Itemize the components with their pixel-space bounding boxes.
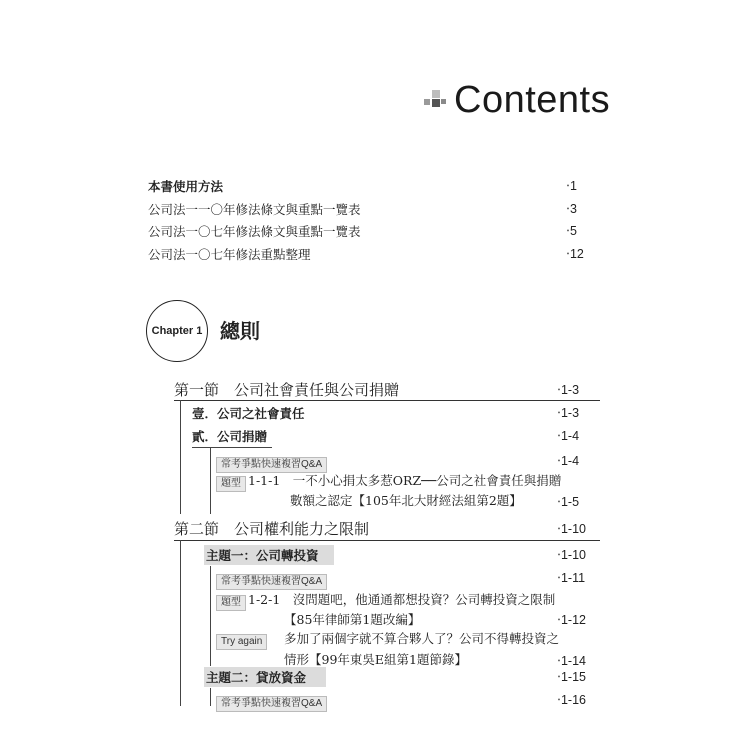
toc-item-label: 公司法一一〇年修法條文與重點一覽表 bbox=[148, 202, 361, 217]
contents-header bbox=[424, 78, 610, 122]
toc-page: ‧3 bbox=[566, 202, 577, 216]
toc-page: ‧12 bbox=[566, 247, 584, 261]
question-page: ‧1-5 bbox=[557, 495, 580, 509]
try-again-item[interactable] bbox=[216, 629, 267, 650]
question-text: 數額之認定【105年北大財經法組第2題】 bbox=[290, 493, 522, 508]
qa-page: ‧1-11 bbox=[557, 571, 586, 585]
section-title: 第二節 公司權利能力之限制 bbox=[174, 519, 370, 538]
qa-item[interactable] bbox=[216, 569, 327, 590]
question-tag: 題型 bbox=[216, 476, 246, 492]
toc-item-label: 本書使用方法 bbox=[148, 179, 224, 194]
toc-item[interactable] bbox=[148, 243, 588, 265]
section-heading[interactable] bbox=[174, 516, 594, 540]
section-underline bbox=[174, 540, 600, 541]
question-text: 1-2-1 沒問題吧，他通通都想投資？公司轉投資之限制 bbox=[248, 592, 556, 607]
tree-line bbox=[180, 540, 181, 706]
section-title: 第一節 公司社會責任與公司捐贈 bbox=[174, 380, 400, 399]
tree-line bbox=[210, 688, 211, 706]
tree-line bbox=[180, 400, 181, 514]
subsection-item[interactable] bbox=[192, 425, 267, 447]
theme-label: 主題二：貸放資金 bbox=[206, 670, 307, 685]
subsection-item[interactable] bbox=[192, 402, 305, 424]
try-again-page: ‧1-14 bbox=[557, 654, 586, 668]
section-heading[interactable] bbox=[174, 377, 594, 401]
toc-page: ‧1 bbox=[566, 179, 577, 193]
page-title: Contents bbox=[454, 78, 611, 121]
try-again-tag: Try again bbox=[216, 634, 267, 650]
subsection-page: ‧1-3 bbox=[557, 406, 580, 420]
theme-item[interactable] bbox=[206, 666, 306, 688]
qa-item[interactable] bbox=[216, 691, 327, 712]
qa-page: ‧1-16 bbox=[557, 693, 586, 707]
theme-page: ‧1-10 bbox=[557, 548, 586, 562]
subsection-page: ‧1-4 bbox=[557, 429, 580, 443]
chapter-title: 總則 bbox=[220, 319, 260, 343]
qa-tag: 常考爭點快速複習Q&A bbox=[216, 574, 327, 590]
section-page: ‧1-3 bbox=[557, 383, 580, 397]
toc-page: ‧5 bbox=[566, 224, 577, 238]
question-tag: 題型 bbox=[216, 595, 246, 611]
qa-tag: 常考爭點快速複習Q&A bbox=[216, 457, 327, 473]
toc-item[interactable] bbox=[148, 198, 588, 220]
question-item[interactable] bbox=[216, 471, 246, 492]
divider bbox=[192, 447, 272, 448]
question-item[interactable] bbox=[216, 590, 246, 611]
tree-line bbox=[210, 448, 211, 514]
try-again-text: 多加了兩個字就不算合夥人了？公司不得轉投資之 bbox=[284, 631, 560, 646]
theme-label: 主題一：公司轉投資 bbox=[206, 548, 319, 563]
section-page: ‧1-10 bbox=[557, 522, 586, 536]
question-page: ‧1-12 bbox=[557, 613, 586, 627]
qa-tag: 常考爭點快速複習Q&A bbox=[216, 696, 327, 712]
section-underline bbox=[174, 400, 600, 401]
question-text: 1-1-1 一不小心捐太多惹ORZ──公司之社會責任與捐贈 bbox=[248, 473, 562, 488]
toc-item-label: 公司法一〇七年修法條文與重點一覽表 bbox=[148, 224, 361, 239]
chapter-badge: Chapter 1 bbox=[146, 300, 208, 362]
try-again-text: 情形【99年東吳E組第1題節錄】 bbox=[284, 652, 467, 667]
toc-item-label: 公司法一〇七年修法重點整理 bbox=[148, 247, 311, 262]
squares-icon bbox=[424, 88, 448, 112]
tree-line bbox=[210, 566, 211, 666]
qa-page: ‧1-4 bbox=[557, 454, 580, 468]
subsection-label: 貳．公司捐贈 bbox=[192, 429, 268, 444]
theme-item[interactable] bbox=[206, 544, 319, 566]
subsection-label: 壹．公司之社會責任 bbox=[192, 406, 305, 421]
toc-item[interactable] bbox=[148, 175, 588, 197]
theme-page: ‧1-15 bbox=[557, 670, 586, 684]
toc-item[interactable] bbox=[148, 220, 588, 242]
question-text: 【85年律師第1題改編】 bbox=[284, 612, 421, 627]
qa-item[interactable] bbox=[216, 452, 327, 473]
